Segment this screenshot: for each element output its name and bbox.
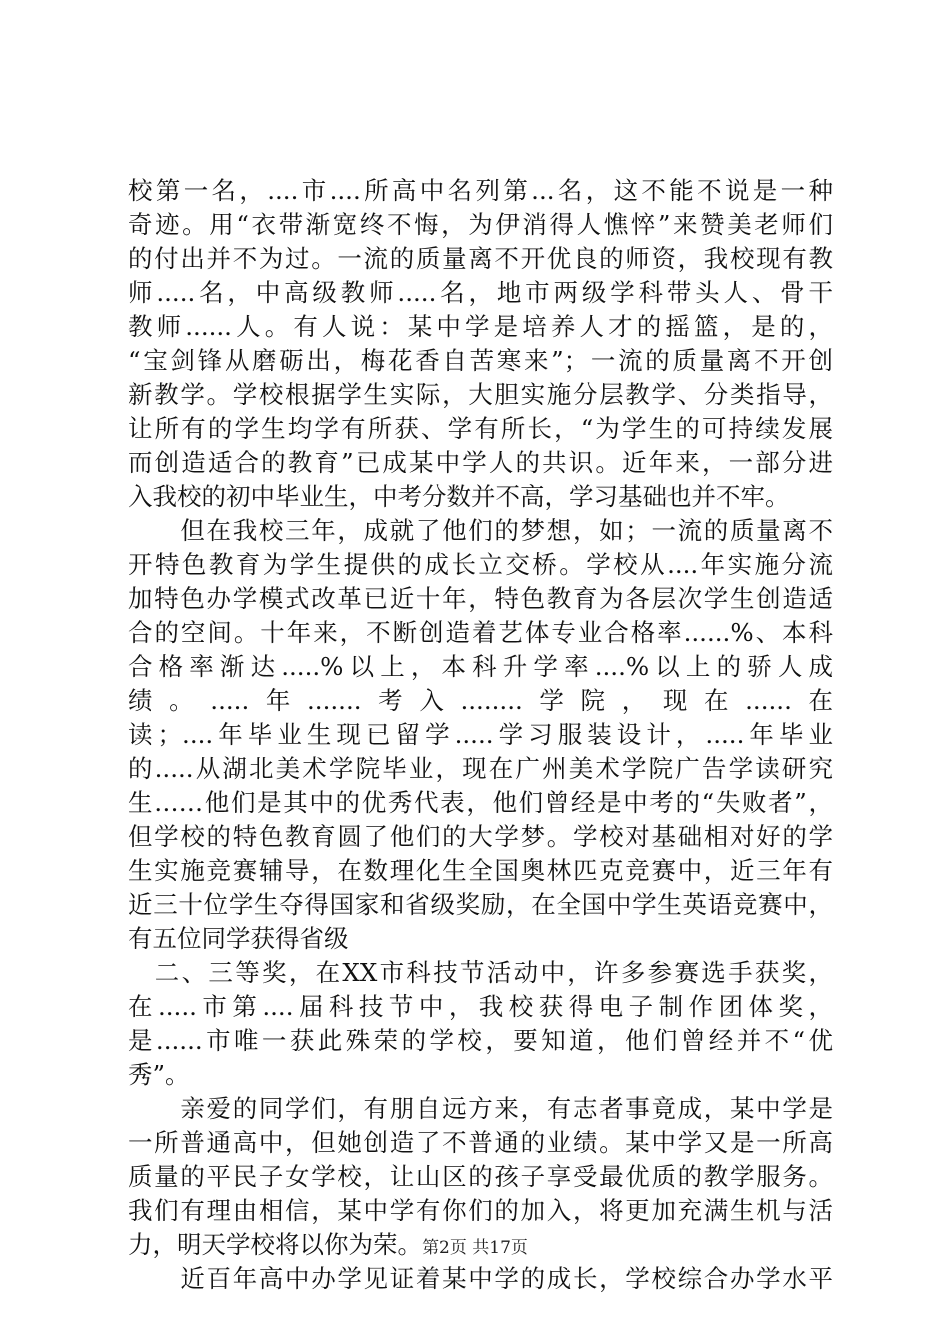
text-line: 力，明天学校将以你为荣。 — [128, 1230, 422, 1259]
text-line: 的.....从湖北美术学院毕业，现在广州美术学院广告学读研究 — [128, 754, 833, 783]
text-line: 的付出并不为过。一流的质量离不开优良的师资，我校现有教 — [128, 244, 833, 273]
text-line: 质量的平民子女学校，让山区的孩子享受最优质的教学服务。 — [128, 1162, 833, 1191]
text-line: 入我校的初中毕业生，中考分数并不高，学习基础也并不牢。 — [128, 482, 790, 511]
text-line: 奇迹。用“衣带渐宽终不悔，为伊消得人憔悴”来赞美老师们 — [128, 210, 833, 239]
text-line: “宝剑锋从磨砺出，梅花香自苦寒来”；一流的质量离不开创 — [128, 346, 833, 375]
text-line: 近三十位学生夺得国家和省级奖励，在全国中学生英语竞赛中， — [128, 890, 833, 919]
body-text — [128, 174, 833, 1296]
text-line: 有五位同学获得省级 — [128, 924, 349, 953]
text-line: 合的空间。十年来，不断创造着艺体专业合格率......%、本科 — [128, 618, 833, 647]
text-line: 绩。.....年.......考入........学院，现在......在 — [128, 686, 833, 715]
text-line: 师.....名，中高级教师.....名，地市两级学科带头人、骨干 — [128, 278, 833, 307]
text-line: 在.....市第....届科技节中，我校获得电子制作团体奖， — [128, 992, 833, 1021]
page-footer: 第2页 共17页 — [422, 1238, 528, 1258]
text-line: 但在我校三年，成就了他们的梦想，如；一流的质量离不 — [128, 516, 833, 545]
text-line: 教师......人。有人说：某中学是培养人才的摇篮，是的， — [128, 312, 833, 341]
text-line: 亲爱的同学们，有朋自远方来，有志者事竟成，某中学是 — [128, 1094, 833, 1123]
text-line: 加特色办学模式改革已近十年，特色教育为各层次学生创造适 — [128, 584, 833, 613]
text-line: 是......市唯一获此殊荣的学校，要知道，他们曾经并不“优 — [128, 1026, 833, 1055]
text-line: 生……他们是其中的优秀代表，他们曾经是中考的“失败者”， — [128, 788, 833, 817]
text-line: 读；....年毕业生现已留学.....学习服装设计，.....年毕业 — [128, 720, 833, 749]
text-line: 二、三等奖，在XX市科技节活动中，许多参赛选手获奖， — [128, 958, 833, 987]
text-line: 而创造适合的教育”已成某中学人的共识。近年来，一部分进 — [128, 448, 833, 477]
text-line: 一所普通高中，但她创造了不普通的业绩。某中学又是一所高 — [128, 1128, 833, 1157]
text-line: 校第一名，....市....所高中名列第...名，这不能不说是一种 — [128, 176, 833, 205]
text-line: 近百年高中办学见证着某中学的成长，学校综合办学水平 — [128, 1264, 833, 1293]
text-line: 新教学。学校根据学生实际，大胆实施分层教学、分类指导， — [128, 380, 833, 409]
text-line: 开特色教育为学生提供的成长立交桥。学校从....年实施分流 — [128, 550, 833, 579]
text-line: 让所有的学生均学有所获、学有所长，“为学生的可持续发展 — [128, 414, 833, 443]
text-line: 生实施竞赛辅导，在数理化生全国奥林匹克竞赛中，近三年有 — [128, 856, 833, 885]
text-line: 但学校的特色教育圆了他们的大学梦。学校对基础相对好的学 — [128, 822, 833, 851]
text-line: 合格率渐达.....%以上，本科升学率....%以上的骄人成 — [128, 652, 833, 681]
text-line: 秀”。 — [128, 1060, 190, 1089]
text-line: 我们有理由相信，某中学有你们的加入，将更加充满生机与活 — [128, 1196, 833, 1225]
